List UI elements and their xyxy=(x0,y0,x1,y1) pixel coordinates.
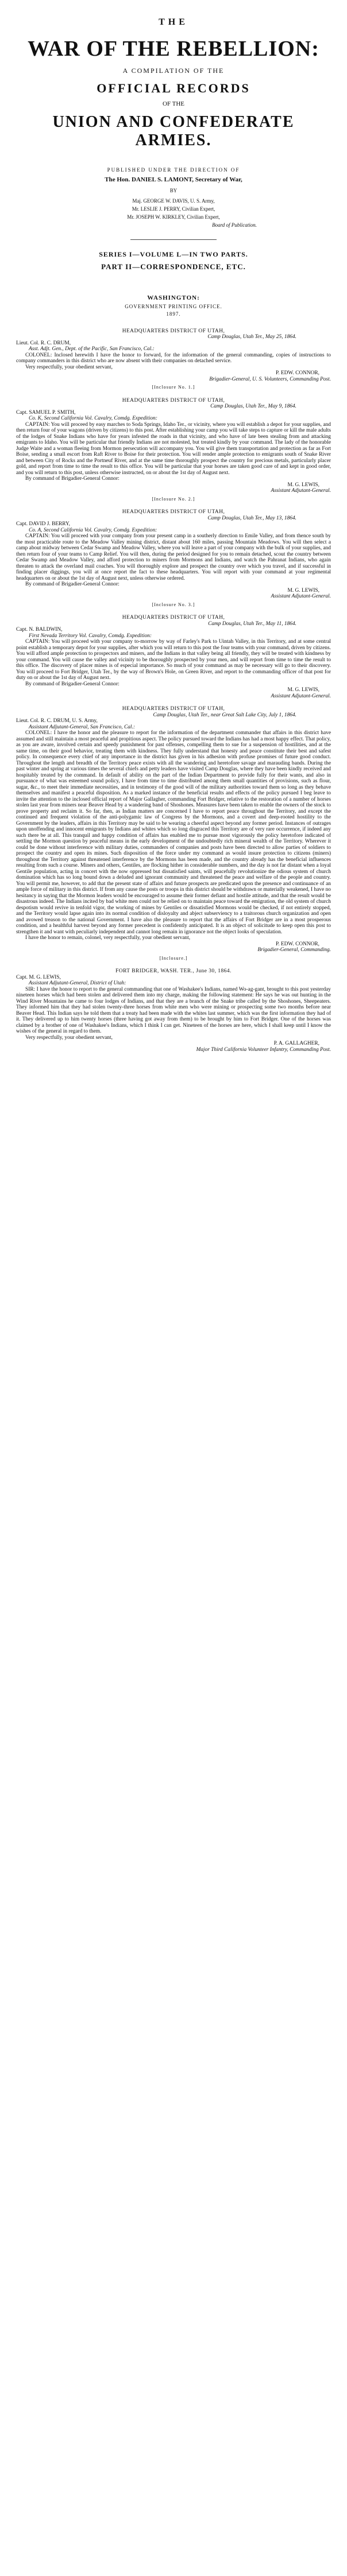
letter-date: Camp Douglas, Utah Ter., May 9, 1864. xyxy=(210,404,296,410)
letter-signature: P. EDW. CONNOR, xyxy=(276,941,319,947)
letter-addressee-title: Co. K, Second California Vol. Cavalry, Comdg. Expedition: xyxy=(29,416,157,422)
title-block xyxy=(16,17,331,317)
letter-closing: Very respectfully, your obedient servant, xyxy=(25,1034,113,1041)
letter-heading: HEADQUARTERS DISTRICT OF UTAH, xyxy=(122,509,225,515)
letter-heading: HEADQUARTERS DISTRICT OF UTAH, xyxy=(122,328,225,334)
inclosure-label: [Inclosure.] xyxy=(159,955,188,961)
letter-addressee-title: First Nevada Territory Vol. Cavalry, Comdg. Expedition: xyxy=(29,633,152,639)
letter-signature-title: Major Third California Volunteer Infantry, Commanding Post. xyxy=(196,1046,331,1053)
title-the: THE xyxy=(159,17,188,27)
letter-heading: HEADQUARTERS DISTRICT OF UTAH, xyxy=(122,397,225,404)
board-member: Mr. JOSEPH W. KIRKLEY, Civilian Expert, xyxy=(127,214,220,220)
board-member: Mr. LESLIE J. PERRY, Civilian Expert, xyxy=(132,205,215,212)
letter-signature-title: Assistant Adjutant-General. xyxy=(271,488,331,494)
subtitle-of-the: OF THE xyxy=(163,100,184,107)
subtitle-official: OFFICIAL RECORDS xyxy=(97,80,250,95)
letter xyxy=(16,385,331,494)
letter xyxy=(16,956,331,1053)
board-member: Maj. GEORGE W. DAVIS, U. S. Army, xyxy=(132,197,215,204)
page xyxy=(16,0,331,1053)
letter-date: Camp Douglas, Utah Ter., May 25, 1864. xyxy=(207,334,296,340)
letter-addressee-title: Assistant Adjutant-General, San Francisco, Cal.: xyxy=(29,724,135,730)
letter xyxy=(16,328,331,383)
letter-signature-title: Assistant Adjutant-General. xyxy=(271,593,331,600)
imprint-city: WASHINGTON: xyxy=(147,294,200,301)
letter xyxy=(16,602,331,700)
subtitle-compilation: A COMPILATION OF THE xyxy=(122,66,225,75)
board-names xyxy=(79,197,268,229)
letter-signature-title: Brigadier-General, Commanding. xyxy=(257,947,331,953)
letter-paragraph: CAPTAIN: You will proceed with your company from your present camp in a southerly direction to Emile Valley, and from thence south by the most practicable route to the Meadow Valley mining district, distant about 160 miles, passing Mountain Meadows. You will then select a camp about midway between Cedar Swamp and Meadow Valley, where you will leave a part of your company with the bulk of your supplies, and then return four of your teams to Camp Relief. You will then, during the period designed for you to remain detached, scout the country between Cedar Swamp and Meadow Valley, and afford protection to miners from Mormons and Indians, and watch the Pahranat Indians, who again threaten to attack the overland mail coaches. You will thoroughly explore and prospect the country over which you travel, and if successful in finding placer diggings, you will at once report the fact to these headquarters. You will report with your command at your regimental headquarters on or about the 1st day of August next, unless otherwise ordered. xyxy=(16,533,331,581)
letter-heading: FORT BRIDGER, WASH. TER., June 30, 1864. xyxy=(115,968,232,975)
letter xyxy=(16,496,331,600)
subtitle-armies: UNION AND CONFEDERATE ARMIES. xyxy=(52,112,295,149)
correspondence xyxy=(16,328,331,1053)
letter-signature: M. G. LEWIS, xyxy=(287,587,319,593)
letter-signature: M. G. LEWIS, xyxy=(287,482,319,488)
letter-signature: M. G. LEWIS, xyxy=(287,687,319,693)
inclosure-label: [Inclosure No. 2.] xyxy=(152,496,195,502)
letter-signature-title: Assistant Adjutant-General. xyxy=(271,693,331,699)
letter-addressee: Capt. SAMUEL P. SMITH, xyxy=(16,409,76,416)
letter-closing: Very respectfully, your obedient servant, xyxy=(25,364,113,370)
letter-addressee-title: Asst. Adjt. Gen., Dept. of the Pacific, San Francisco, Cal.: xyxy=(29,346,155,352)
letter-addressee-title: Assistant Adjutant-General, District of Utah: xyxy=(29,980,126,987)
letter-addressee: Capt. DAVID J. BERRY, xyxy=(16,521,70,527)
letter-signature-title: Brigadier-General, U. S. Volunteers, Commanding Post. xyxy=(209,376,331,382)
letter-heading: HEADQUARTERS DISTRICT OF UTAH, xyxy=(122,615,225,621)
letter-addressee-title: Co. A, Second California Vol. Cavalry, Comdg. Expedition: xyxy=(29,527,157,533)
letter xyxy=(16,706,331,953)
part-line: PART II—CORRESPONDENCE, ETC. xyxy=(101,262,246,271)
imprint-printer: GOVERNMENT PRINTING OFFICE. xyxy=(125,303,222,309)
letter-date: Camp Douglas, Utah Ter., near Great Salt Lake City, July 1, 1864. xyxy=(153,712,296,718)
letter-closing: I have the honor to remain, colonel, very respectfully, your obedient servant, xyxy=(25,935,191,941)
series-line: SERIES I—VOLUME L—IN TWO PARTS. xyxy=(99,250,248,258)
letter-addressee: Lieut. Col. R. C. DRUM, xyxy=(16,340,71,346)
letter-signature: P. A. GALLAGHER, xyxy=(273,1041,319,1047)
letter-date: Camp Douglas, Utah Ter., May 11, 1864. xyxy=(208,620,296,627)
letter-addressee: Capt. M. G. LEWIS, xyxy=(16,974,61,980)
board-title: Board of Publication. xyxy=(212,222,257,228)
letter-paragraph: COLONEL: I have the honor and the pleasure to report for the information of the department commander that affairs in this district have assumed and still maintain a most peaceful and propitious aspect. The policy pursued toward the Indians has had a most happy effect. That policy, as you are aware, involved certain and speedy punishment for past offenses, compelling them to sue for a suspension of hostilities, and at the same time, on their good behavior, treating them with kindness. They fully understand that honesty and peace constitute their best and safest policy. In consequence every chief of any importance in the district has given in his adhesion with profuse promises of future good conduct. Throughout the length and breadth of the Territory peace exists with all the wandering and heretofore savage and marauding bands. During the past winter and spring at various times the several chiefs and petty leaders have visited Camp Douglas, where they have been kindly received and hospitably treated by the command. In default of ability on the part of the Indian Department to provide fully for their wants, and also in pursuance of what was esteemed sound policy, I have from time to time distributed among them small quantities of provisions, such as flour, sugar, &c., to meet their immediate necessities, and in testimony of the good will of the military authorities toward them so long as they behave themselves and manifest a peaceful disposition. As a marked instance of the beneficial results and effects of the policy pursued I beg leave to invite the attention to the inclosed official report of Major Gallagher, commanding Fort Bridger, relative to the restoration of a number of horses stolen last year from miners near Beaver Head by a wandering band of Shoshones. Measures have been taken to enable the owners of the stock to prove property and reclaim it. So far, then, as Indian matters are concerned I have to report peace throughout the Territory, and except the continued and frequent violation of the anti-polygamic law of Congress by the Mormons, and a covert and deep-rooted hostility to the Government by the leaders, affairs in this Territory may be said to be wearing a cheerful aspect beyond any former period. Instances of outrages upon unoffending and innocent emigrants by Indians and whites which so long disgraced this Territory are of very rare occurrence, if indeed any such there be at all. This tranquil and happy condition of affairs has enabled me to pursue most vigorously the policy heretofore indicated of settling the Mormon question by peaceful means in the early development of the undoubtedly rich mineral wealth of the Territory. Wherever it could be done without interference with military duties, commanders of companies and posts have been directed to allow parties of soldiers to prospect the country and open its mines. Such disposition of the force under my command as would insure protection to citizens (miners) throughout the Territory against threatened interference by the Mormons has been made, and the country already has the beneficial influences resulting from such a course. Miners and others, Gentiles, are flocking hither in considerable numbers, and the day is not far distant when a loyal Gentile population, acting in concert with the now oppressed but dissatisfied saints, will peacefully revolutionize the odious system of church domination which has so long bound down a deluded and ignorant community and threatened the peace and welfare of the people and country. You will permit me, however, to add that the present state of affairs and future prospects are predicated upon the presence and continuance of an ample force of military in this district. If from any cause the posts or troops in this district should be withdrawn or materially weakened, I have no hesitancy in saying that the Mormon leaders would be encouraged to assume their former defiant and hostile attitude, and that the result would be disastrous indeed. The Indians incited by bad white men could not be relied on to maintain peace toward the emigration, the old system of church despotism would revive in tenfold vigor, the working of mines by Gentiles or dissatisfied Mormons would be checked, if not entirely stopped, and the Territory would lapse again into its normal condition of disloyalty and abject subserviency to a traitorous church organization and open and avowed treason to the national Government. I have also the pleasure to report that the affairs of Fort Bridger are in a most prosperous condition, and a healthful harvest beyond any former precedent is confidently anticipated. It is an object of solicitude to keep open this post to strengthen it and want with peculiarly independent and cannot long remain in ignorance not the object looks of speculation. xyxy=(16,730,331,935)
letter-closing: By command of Brigadier-General Connor: xyxy=(25,581,119,588)
letter-closing: By command of Brigadier-General Connor: xyxy=(25,476,119,482)
letter-paragraph: CAPTAIN: You will proceed by easy marches to Soda Springs, Idaho Ter., or vicinity, where you will establish a depot for your supplies, and then return four of your wagons (driven by citizens) to this post. After establishing your camp you will take steps to capture or kill the male adults of the lodges of Snake Indians who have for years infested the roads in that vicinity, and who have of late been stealing from and attacking emigrants to Idaho. You will be particular that friendly Indians are not molested, but treated kindly by your command. The lady of the honorable Judge Waite and a woman fleeing from Mormon persecution will accompany you. You will give them transportation and protection as far as Fort Boise, sending a small escort from Raft River to Boise for their protection. You will render ample protection to emigrants south of Snake River and between City of Rocks and the Portneuf River, and at the same time thoroughly prospect the country for precious metals, particularly placer gold, and report from time to time the result to this office. You will be particular that your horses are taken good care of and kept in good order, and you will return to this post, unless otherwise instructed, on or about the 1st day of August next. xyxy=(16,421,331,476)
imprint-year: 1897. xyxy=(166,311,181,317)
by-line: BY xyxy=(169,187,178,193)
divider xyxy=(130,239,217,240)
letter-signature: P. EDW. CONNOR, xyxy=(276,370,319,377)
inclosure-label: [Inclosure No. 3.] xyxy=(152,602,195,607)
letter-heading: HEADQUARTERS DISTRICT OF UTAH, xyxy=(122,706,225,712)
main-title: WAR OF THE REBELLION: xyxy=(28,37,319,61)
letter-paragraph: CAPTAIN: You will proceed with your company to-morrow by way of Farley's Park to Uintah Valley, in this Territory, and at some central point establish a temporary depot for your supplies, after which you will return to this post the four teams with your command, driven by citizens. You will afford ample protection to prospectors and miners, and the Indians in that valley being all friendly, they will be treated with kindness by your command. You will cause the valley and vicinity to be thoroughly prospected by your men, and will report from time to time the result to this office. The discovery of placer mines is of especial importance. So much of your command as may be necessary will go to their discovery. You will proceed to Fort Bridger, Utah Ter., by the way of Brown's Hole, on Green River, and report to the commanding officer of that post for duty on or about the 1st day of August next. xyxy=(16,639,331,681)
letter-paragraph: SIR: I have the honor to report to the general commanding that one of Washakee's Indians, named Wo-ag-gant, brought to this post yesterday nineteen horses which had been stolen and delivered them into my charge, making the following statement: He says he was out hunting in the Wind River Mountains he came to four lodges of Indians, and that they are a branch of the Snake tribe called by the Shoshones, Sheepeaters. They informed him that they had stolen twenty-three horses from white men who were mining or prospecting some two months before near Beaver Head. This Indian says he told them that a treaty had been made with the whites last summer, which was the first information they had of it. They delivered up to him twenty horses (three having got away from them) to be brought by him to Fort Bridger. One of the horses was claimed by a brother of one of Washakee's Indians, which I think I can get. Nineteen of the horses are here, which I shall keep until I know the wishes of the general in regard to them. xyxy=(16,986,331,1035)
inclosure-label: [Inclosure No. 1.] xyxy=(152,385,195,390)
published-under: PUBLISHED UNDER THE DIRECTION OF xyxy=(107,166,240,173)
letter-closing: By command of Brigadier-General Connor: xyxy=(25,681,119,687)
letter-addressee: Lieut. Col. R. C. DRUM, U. S. Army, xyxy=(16,718,98,724)
secretary-line: The Hon. DANIEL S. LAMONT, Secretary of War, xyxy=(105,176,242,183)
letter-date: Camp Douglas, Utah Ter., May 13, 1864. xyxy=(207,515,296,521)
letter-addressee: Capt. N. BALDWIN, xyxy=(16,627,63,633)
letter-paragraph: COLONEL: Inclosed herewith I have the honor to forward, for the information of the general commanding, copies of instructions to company commanders in this district who are now absent with their companies on detached service. xyxy=(16,352,331,364)
